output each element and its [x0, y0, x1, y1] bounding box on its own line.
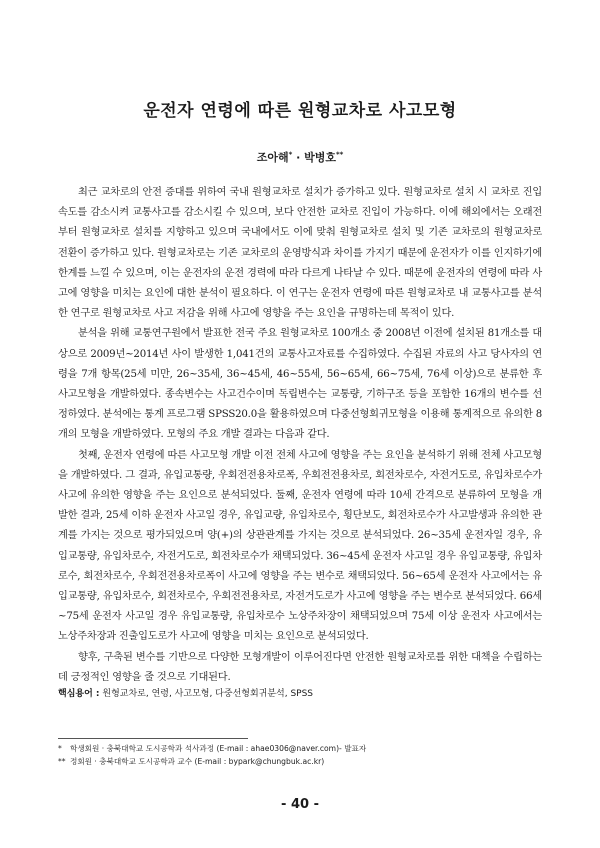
abstract-body: [58, 183, 542, 688]
author-name: 박병호: [304, 151, 336, 164]
abstract-paragraph: 첫째, 운전자 연령에 따른 사고모형 개발 이전 전체 사고에 영향을 주는 요인을 분석하기 위해 전체 사고모형을 개발하였다. 그 결과, 유입교통량, 우회전전용차로폭, 우회전전용차로, 회전차로수, 자전거도로, 유입차로수가 사고에 유의한 영향을 주는 요인으로 분석되었다. 둘째, 운전자 연령에 따라 10세 간격으로 분류하여 모형을 개발한 결과, 25세 이하 운전자 사고일 경우, 유입교량, 유입차로수, 횡단보도, 회전차로수가 사고발생과 유의한 관계를 가지는 것으로 평가되었으며 양(+)의 상관관계를 가지는 것으로 분석되었다. 26~35세 운전자일 경우, 유입교통량, 유입차로수, 자전거도로, 회전차로수가 채택되었다. 36~45세 운전자 사고일 경우 유입교통량, 유입차로수, 회전차로수, 우회전전용차로폭이 사고에 영향을 주는 변수로 채택되었다. 56~65세 운전자 사고에서는 유입교통량, 유입차로수, 회전차로수, 우회전전용차로, 자전거도로가 사고에 영향을 주는 변수로 분석되었다. 66세~75세 운전자 사고일 경우 유입교통량, 유입차로수 노상주차장이 채택되었으며 75세 이상 운전자 사고에서는 노상주차장과 진출입도로가 사고에 영향을 미치는 요인으로 분석되었다.: [58, 449, 542, 643]
abstract-paragraph: 향후, 구축된 변수를 기반으로 다양한 모형개발이 이루어진다면 안전한 원형교차로를 위한 대책을 수립하는데 긍정적인 영향을 줄 것으로 기대된다.: [58, 651, 542, 683]
footnote: [58, 742, 542, 755]
footnote-mark: **: [58, 757, 66, 766]
footnote: [58, 755, 542, 768]
footnote-mark: *: [58, 744, 62, 753]
author-footnote-mark: **: [335, 150, 344, 159]
page-number: - 40 -: [281, 797, 319, 812]
abstract-paragraph: 최근 교차로의 안전 증대를 위하여 국내 원형교차로 설치가 증가하고 있다. 원형교차로 설치 시 교차로 진입속도를 감소시켜 교통사고를 감소시킬 수 있으며, 보다 안전한 교차로 진입이 가능하다. 이에 해외에서는 오래전부터 원형교차로 설치를 지향하고 있으며 국내에서도 이에 맞춰 원형교차로 설치 및 기존 교차로의 원형교차로 전환이 증가하고 있다. 원형교차로는 기존 교차로의 운영방식과 차이를 가지기 때문에 운전자가 이를 인지하기에 한계를 느낄 수 있으며, 이는 운전자의 운전 경력에 따라 다르게 나타날 수 있다. 때문에 운전자의 연령에 따라 사고에 영향을 미치는 요인에 대한 분석이 필요하다. 이 연구는 운전자 연령에 따른 원형교차로 내 교통사고를 분석한 연구로 원형교차로 사고 저감을 위해 사고에 영향을 주는 요인을 규명하는데 목적이 있다.: [58, 187, 542, 320]
paper-title: 운전자 연령에 따른 원형교차로 사고모형: [143, 101, 457, 121]
abstract-paragraph: 분석을 위해 교통연구원에서 발표한 전국 주요 원형교차로 100개소 중 2008년 이전에 설치된 81개소를 대상으로 2009년~2014년 사이 발생한 1,041건의 교통사고자료를 수집하였다. 수집된 자료의 사고 당사자의 연령을 7개 항목(25세 미만, 26~35세, 36~45세, 46~55세, 56~65세, 66~75세, 76세 이상)으로 분류한 후 사고모형을 개발하였다. 종속변수는 사고건수이며 독립변수는 교통량, 기하구조 등을 포함한 16개의 변수를 선정하였다. 분석에는 통계 프로그램 SPSS20.0을 활용하였으며 다중선형회귀모형을 이용해 통계적으로 유의한 8개의 모형을 개발하였다. 모형의 주요 개발 결과는 다음과 같다.: [58, 328, 542, 441]
keywords-label: 핵심용어 :: [58, 689, 100, 699]
footnotes: [58, 742, 542, 768]
keywords-line: [58, 686, 542, 699]
keywords-text: 원형교차로, 연령, 사고모형, 다중선형회귀분석, SPSS: [99, 689, 314, 699]
author-line: [0, 149, 600, 165]
author-name: 조아해: [256, 151, 289, 164]
footnote-divider: [58, 738, 248, 739]
author-footnote-mark: *: [288, 150, 293, 159]
footnote-text: 정회원 · 충북대학교 도시공학과 교수 (E-mail : bypark@chungbuk.ac.kr): [70, 757, 325, 766]
author-separator: ·: [292, 151, 305, 164]
footnote-text: 학생회원 · 충북대학교 도시공학과 석사과정 (E-mail : ahae0306@naver.com)- 발표자: [70, 744, 367, 753]
